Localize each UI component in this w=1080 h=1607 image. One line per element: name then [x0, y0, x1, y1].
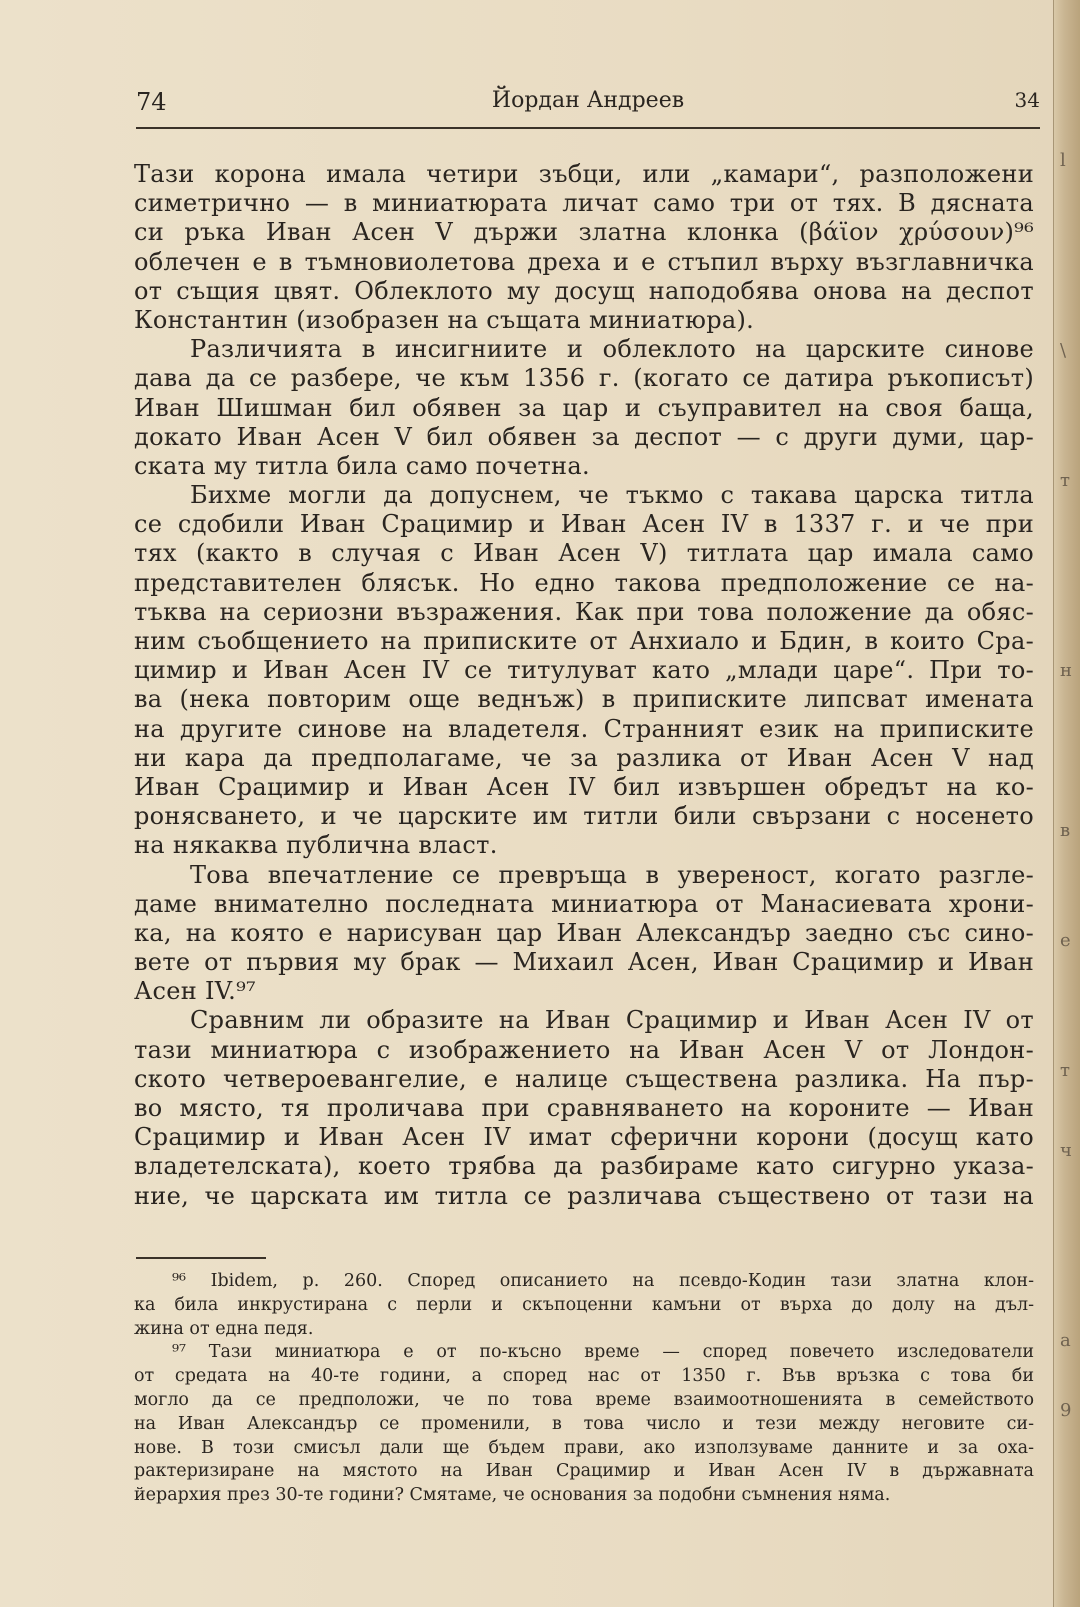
text-line: ва (нека повторим още веднъж) в приписките липсват имената [134, 685, 1034, 714]
text-line: Сравним ли образите на Иван Срацимир и Иван Асен IV от [190, 1006, 1034, 1035]
text-line: тъква на сериозни възражения. Как при това положение да обяс- [134, 597, 1034, 626]
text-line: ни кара да предполагаме, че за разлика от Иван Асен V над [134, 743, 1034, 772]
text-line: Иван Срацимир и Иван Асен IV бил извършен обредът на ко- [134, 772, 1034, 801]
text-line: цимир и Иван Асен IV се титулуват като „млади царе“. При то- [134, 656, 1034, 685]
text-line: Асен IV.⁹⁷ [134, 977, 256, 1006]
footnote-line: от средата на 40-те години, а според нас от 1350 г. Във връзка с това би [134, 1366, 1034, 1387]
text-line: Срацимир и Иван Асен IV имат сферични корони (досущ като [134, 1123, 1034, 1152]
text-line: си ръка Иван Асен V държи златна клонка (βάϊον χρύσουν)⁹⁶ [134, 218, 1034, 247]
text-line: на другите синове на владетеля. Странният език на приписките [134, 714, 1034, 743]
facing-page-edge: l \ т н в е т ч а 9 [1053, 0, 1080, 1607]
text-line: от същия цвят. Облеклото му досущ наподобява онова на деспот [134, 276, 1034, 305]
text-line: Различията в инсигниите и облеклото на царските синове [190, 335, 1034, 364]
text-line: даме внимателно последната миниатюра от Манасиевата хрони- [134, 889, 1034, 918]
body-text [134, 160, 1034, 1211]
page-header [136, 88, 1040, 124]
header-rule [136, 127, 1040, 129]
text-line: симетрично — в миниатюрата личат само три от тях. В дясната [134, 189, 1034, 218]
footnote-line: рактеризиране на мястото на Иван Срацимир и Иван Асен IV в държавната [134, 1461, 1034, 1482]
text-line: ската му титла била само почетна. [134, 451, 590, 480]
text-line: тях (както в случая с Иван Асен V) титлата цар имала само [134, 539, 1034, 568]
text-line: во място, тя проличава при сравняването на короните — Иван [134, 1094, 1034, 1122]
text-line: вете от първия му брак — Михаил Асен, Иван Срацимир и Иван [134, 948, 1034, 977]
page-number: 74 [136, 88, 167, 116]
text-line: ронясването, и че царските им титли били свързани с носенето [134, 802, 1034, 831]
footnote-line: могло да се предположи, че по това време взаимоотношенията в семейството [134, 1389, 1034, 1410]
footnote-line: йерархия през 30-те години? Смятаме, че основания за подобни съмнения няма. [134, 1485, 891, 1506]
footnotes [134, 1270, 1034, 1508]
footnote-line: ⁹⁷ Тази миниатюра е от по-късно време — според повечето изследователи [172, 1342, 1034, 1363]
footnote-line: жина от една педя. [134, 1318, 314, 1339]
facing-page-number: 34 [1014, 88, 1040, 112]
text-line: ние, че царската им титла се различава съществено от тази на [134, 1181, 1034, 1210]
footnote-line: ⁹⁶ Ibidem, p. 260. Според описанието на псевдо-Кодин тази златна клон- [172, 1271, 1034, 1291]
footnote-rule [136, 1257, 266, 1259]
text-line: облечен е в тъмновиолетова дреха и е стъпил върху възглавничка [134, 247, 1034, 276]
text-line: дава да се разбере, че към 1356 г. (когато се датира ръкописът) [134, 364, 1034, 393]
text-line: на някаква публична власт. [134, 831, 498, 860]
text-line: Тази корона имала четири зъбци, или „камари“, разположени [134, 160, 1034, 188]
text-line: представителен блясък. Но едно такова предположение се на- [134, 568, 1034, 597]
text-line: ското четвероевангелие, е налице съществена разлика. На пър- [134, 1064, 1034, 1093]
text-line: докато Иван Асен V бил обявен за деспот — с други думи, цар- [134, 422, 1034, 451]
text-line: владетелската), което трябва да разбираме като сигурно указа- [134, 1152, 1034, 1181]
text-line: тази миниатюра с изображението на Иван Асен V от Лондон- [134, 1035, 1034, 1064]
text-line: ним съобщението на приписките от Анхиало и Бдин, в които Сра- [134, 627, 1034, 655]
text-line: се сдобили Иван Срацимир и Иван Асен IV в 1337 г. и че при [134, 510, 1034, 539]
footnote-line: на Иван Александър се променили, в това число и тези между неговите си- [134, 1413, 1034, 1434]
text-line: ка, на която е нарисуван цар Иван Александър заедно със сино- [134, 918, 1034, 947]
text-line: Това впечатление се превръща в увереност, когато разгле- [190, 860, 1034, 889]
footnote-line: ка била инкрустирана с перли и скъпоценни камъни от върха до долу на дъл- [134, 1294, 1034, 1315]
text-line: Константин (изобразен на същата миниатюра). [134, 305, 755, 334]
running-head: Йордан Андреев [491, 88, 685, 113]
footnote-line: нове. В този смисъл дали ще бъдем прави, ако използуваме данните и за оха- [134, 1437, 1034, 1458]
text-line: Иван Шишман бил обявен за цар и съуправител на своя баща, [134, 393, 1034, 422]
text-line: Бихме могли да допуснем, че тъкмо с такава царска титла [190, 481, 1034, 510]
